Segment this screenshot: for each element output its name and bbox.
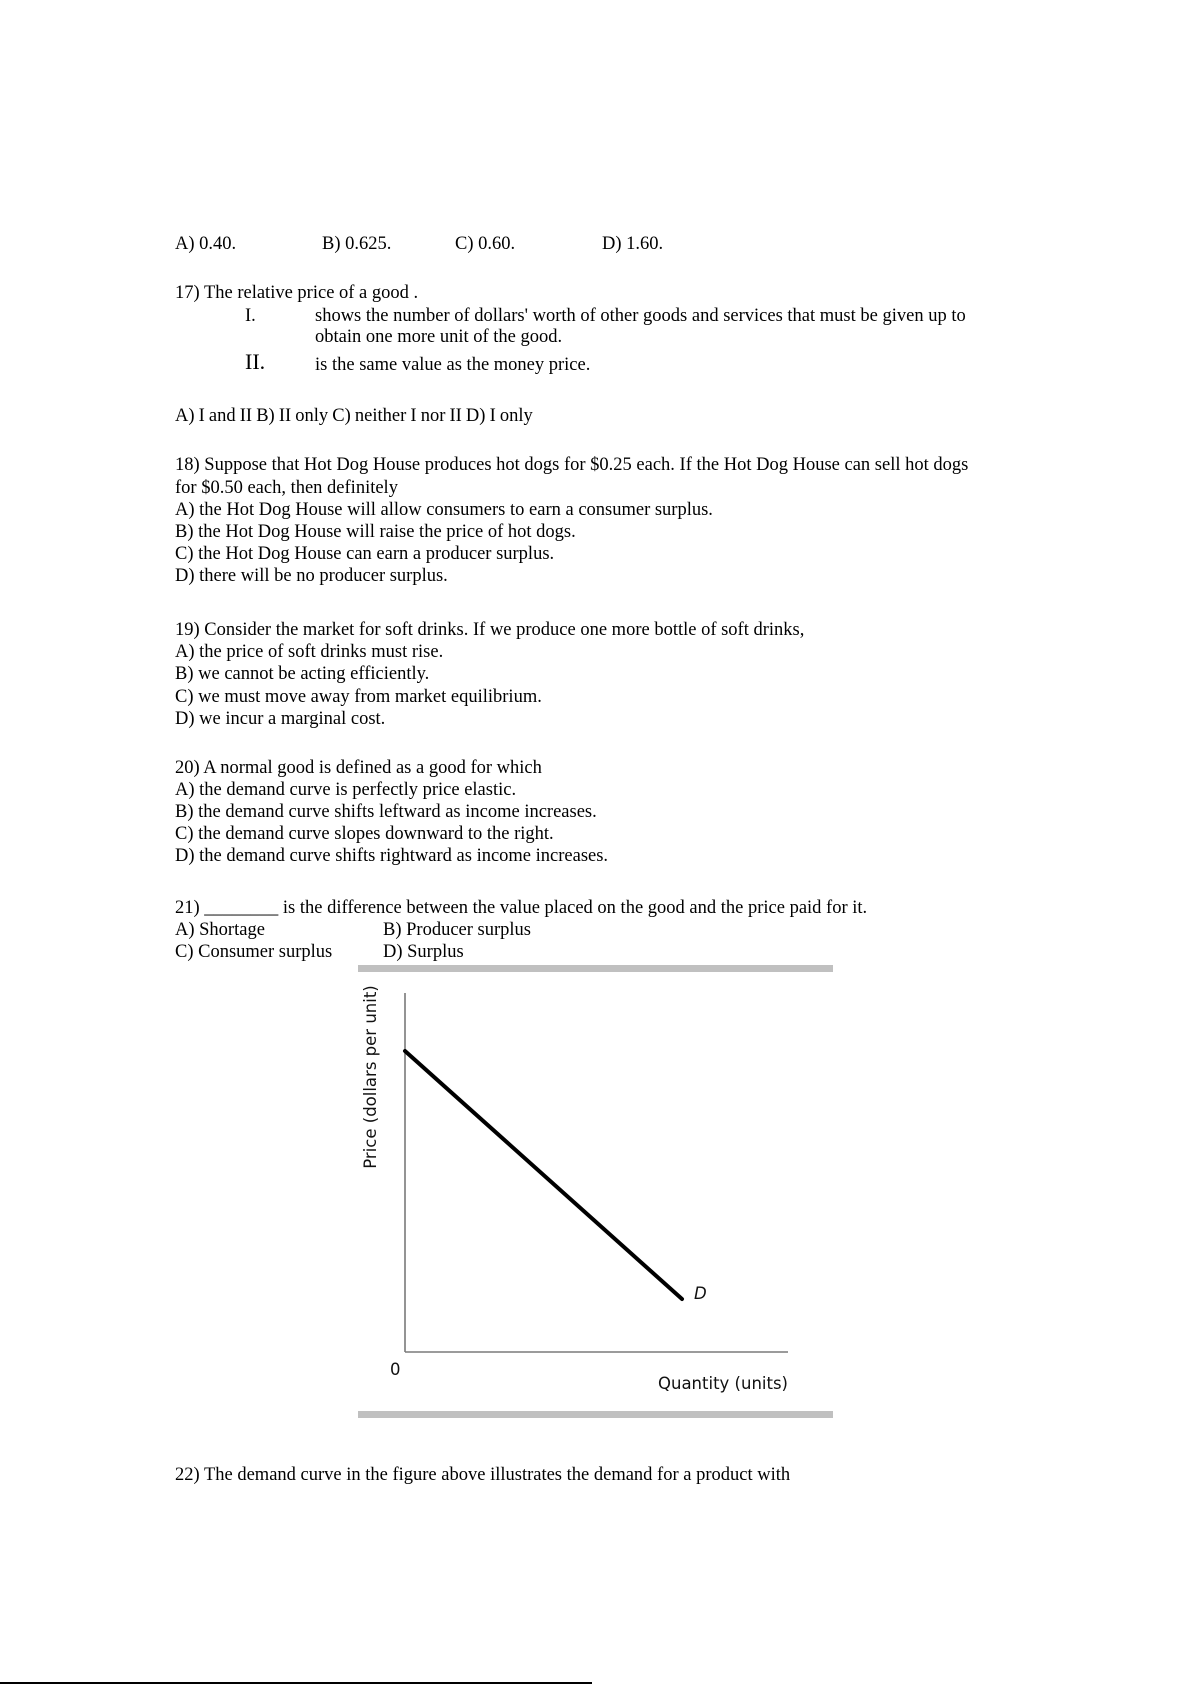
q18-stem-line-1: 18) Suppose that Hot Dog House produces hot dogs for $0.25 each. If the Hot Dog House can sell hot dogs — [175, 455, 969, 475]
q18-option-d: D) there will be no producer surplus. — [175, 566, 448, 586]
q21-option-c: C) Consumer surplus — [175, 942, 333, 962]
q16-option-c: C) 0.60. — [455, 234, 516, 254]
q19-stem: 19) Consider the market for soft drinks. If we produce one more bottle of soft drinks, — [175, 620, 805, 640]
q18-option-a: A) the Hot Dog House will allow consumers to earn a consumer surplus. — [175, 500, 713, 520]
q20-option-b: B) the demand curve shifts leftward as income increases. — [175, 802, 597, 822]
demand-curve-figure — [358, 965, 833, 1418]
q17-statement-1-line-2: obtain one more unit of the good. — [315, 327, 563, 347]
q18-option-c: C) the Hot Dog House can earn a producer surplus. — [175, 544, 555, 564]
q16-option-d: D) 1.60. — [602, 234, 664, 254]
q21-stem: 21) ________ is the difference between the value placed on the good and the price paid for it. — [175, 898, 868, 918]
x-axis-label: Quantity (units) — [658, 1374, 788, 1393]
q21-option-b: B) Producer surplus — [383, 920, 531, 940]
q20-option-c: C) the demand curve slopes downward to the right. — [175, 824, 554, 844]
q19-option-b: B) we cannot be acting efficiently. — [175, 664, 430, 684]
q22-stem: 22) The demand curve in the figure above illustrates the demand for a product with — [175, 1465, 791, 1485]
q21-option-a: A) Shortage — [175, 920, 265, 940]
q19-option-d: D) we incur a marginal cost. — [175, 709, 386, 729]
q20-option-a: A) the demand curve is perfectly price elastic. — [175, 780, 517, 800]
demand-curve-label: D — [694, 1284, 707, 1303]
q17-answers: A) I and II B) II only C) neither I nor II D) I only — [175, 406, 533, 426]
q20-stem: 20) A normal good is defined as a good for which — [175, 758, 542, 778]
q19-option-c: C) we must move away from market equilibrium. — [175, 687, 542, 707]
q18-stem-line-2: for $0.50 each, then definitely — [175, 478, 398, 498]
q16-option-b: B) 0.625. — [322, 234, 392, 254]
q21-option-d: D) Surplus — [383, 942, 464, 962]
q18-option-b: B) the Hot Dog House will raise the price of hot dogs. — [175, 522, 576, 542]
origin-label: 0 — [390, 1360, 401, 1379]
q17-stem: 17) The relative price of a good . — [175, 283, 419, 303]
demand-curve-chart — [358, 965, 833, 1418]
footer-rule — [0, 1682, 592, 1684]
q16-option-a: A) 0.40. — [175, 234, 237, 254]
q17-numeral-2: II. — [245, 349, 266, 374]
q19-option-a: A) the price of soft drinks must rise. — [175, 642, 444, 662]
q17-numeral-1: I. — [245, 306, 256, 326]
q17-statement-1-line-1: shows the number of dollars' worth of other goods and services that must be given up to — [315, 306, 966, 326]
demand-curve-line — [405, 1051, 682, 1299]
q20-option-d: D) the demand curve shifts rightward as income increases. — [175, 846, 609, 866]
figure-bottom-rule — [358, 1411, 833, 1418]
q17-statement-2-line-1: is the same value as the money price. — [315, 355, 591, 375]
y-axis-label: Price (dollars per unit) — [361, 985, 380, 1169]
